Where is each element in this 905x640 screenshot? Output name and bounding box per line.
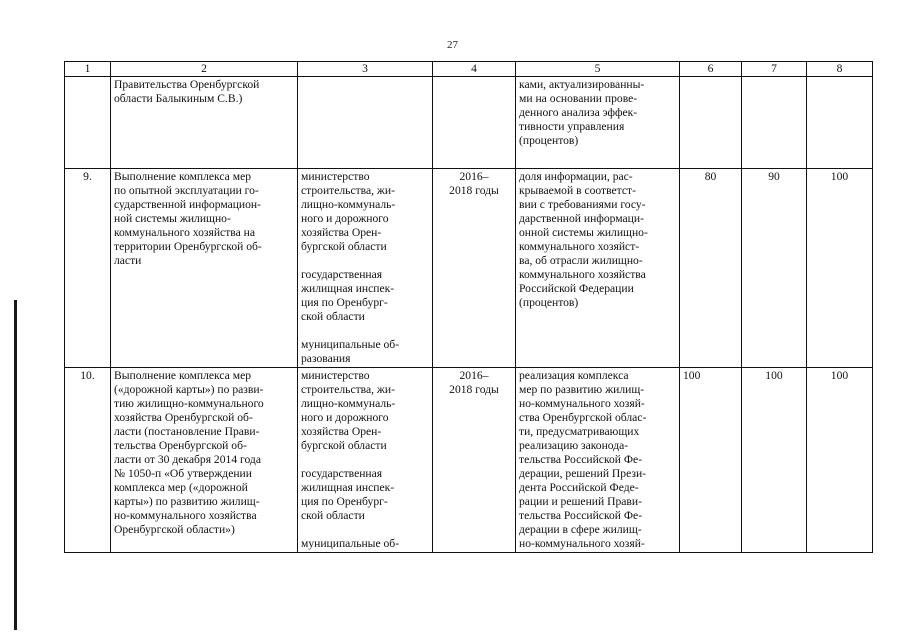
- text-line: крываемой в соответст-: [519, 184, 636, 197]
- text-line: реализация комплекса: [519, 369, 629, 382]
- text-line: ми на основании прове-: [519, 92, 638, 105]
- text-line: коммунального хозяйства на: [114, 226, 255, 239]
- text-line: сударственной информацион-: [114, 198, 261, 211]
- text-line: № 1050-п «Об утверждении: [114, 467, 252, 480]
- text-line: ской области: [301, 509, 365, 522]
- text-line: («дорожной карты») по разви-: [114, 383, 264, 396]
- header-cell: 4: [433, 62, 516, 77]
- text-line: тельства Оренбургской об-: [114, 439, 247, 452]
- text-line: государственная: [301, 268, 383, 281]
- cell-num: [65, 77, 111, 169]
- text-line: бургской области: [301, 439, 387, 452]
- text-line: ства Оренбургской облас-: [519, 411, 647, 424]
- cell-value-2016: [680, 77, 742, 169]
- page-binding-edge: [14, 300, 17, 630]
- cell-value-2016: 100: [680, 368, 742, 553]
- cell-value-2018: 100: [807, 169, 873, 368]
- text-line: карты») по развитию жилищ-: [114, 495, 260, 508]
- text-line: хозяйства Орен-: [301, 226, 382, 239]
- text-line: министерство: [301, 170, 370, 183]
- text-line: ного и дорожного: [301, 411, 389, 424]
- paragraph-gap: [301, 453, 429, 467]
- text-line: денного анализа эффек-: [519, 106, 638, 119]
- text-line: Оренбургской области»): [114, 523, 235, 536]
- text-line: 2016–: [459, 369, 489, 382]
- header-cell: 7: [742, 62, 807, 77]
- text-line: коммунального хозяйст-: [519, 240, 640, 253]
- text-line: ласти: [114, 254, 142, 267]
- table-row: [65, 368, 873, 553]
- text-line: Выполнение комплекса мер: [114, 369, 252, 382]
- measures-table: [64, 61, 873, 553]
- cell-indicator: [516, 169, 680, 368]
- text-line: рации и решений Прави-: [519, 495, 642, 508]
- cell-measure: [111, 77, 298, 169]
- text-line: муниципальные об-: [301, 338, 400, 351]
- cell-indicator: [516, 368, 680, 553]
- text-line: но-коммунального хозяй-: [519, 537, 645, 550]
- cell-measure: [111, 169, 298, 368]
- header-cell: 2: [111, 62, 298, 77]
- text-line: бургской области: [301, 240, 387, 253]
- text-line: 2018 годы: [449, 184, 499, 197]
- text-line: 2016–: [459, 170, 489, 183]
- cell-value-2018: 100: [807, 368, 873, 553]
- cell-value-2016: 80: [680, 169, 742, 368]
- text-line: 2018 годы: [449, 383, 499, 396]
- text-line: хозяйства Орен-: [301, 425, 382, 438]
- text-line: строительства, жи-: [301, 383, 395, 396]
- text-line: мер по развитию жилищ-: [519, 383, 645, 396]
- cell-value-2017: 90: [742, 169, 807, 368]
- text-line: ласти от 30 декабря 2014 года: [114, 453, 261, 466]
- cell-value-2018: [807, 77, 873, 169]
- text-line: ной системы жилищно-: [114, 212, 231, 225]
- text-line: дерации в сфере жилищ-: [519, 523, 642, 536]
- text-line: ласти (постановление Прави-: [114, 425, 260, 438]
- text-line: ного и дорожного: [301, 212, 389, 225]
- text-line: коммунального хозяйства: [519, 268, 646, 281]
- text-line: тельства Российской Фе-: [519, 509, 643, 522]
- text-line: ция по Оренбург-: [301, 296, 388, 309]
- text-line: Правительства Оренбургской: [114, 78, 260, 91]
- text-line: но-коммунального хозяйства: [114, 509, 257, 522]
- text-line: разования: [301, 352, 351, 365]
- cell-value-2017: [742, 77, 807, 169]
- text-line: Выполнение комплекса мер: [114, 170, 252, 183]
- cell-indicator: [516, 77, 680, 169]
- text-line: области Балыкиным С.В.): [114, 92, 243, 105]
- cell-measure: [111, 368, 298, 553]
- cell-period: [433, 368, 516, 553]
- text-line: ция по Оренбург-: [301, 495, 388, 508]
- text-line: но-коммунального хозяй-: [519, 397, 645, 410]
- text-line: реализацию законода-: [519, 439, 629, 452]
- text-line: тельства Российской Фе-: [519, 453, 643, 466]
- text-line: дерации, решений Прези-: [519, 467, 647, 480]
- text-line: министерство: [301, 369, 370, 382]
- text-line: лищно-коммуналь-: [301, 397, 396, 410]
- header-cell: 8: [807, 62, 873, 77]
- text-line: ти, предусматривающих: [519, 425, 640, 438]
- text-line: (процентов): [519, 296, 579, 309]
- text-line: жилищная инспек-: [301, 481, 395, 494]
- cell-period: [433, 77, 516, 169]
- text-line: лищно-коммуналь-: [301, 198, 396, 211]
- text-line: комплекса мер («дорожной: [114, 481, 248, 494]
- cell-executor: [298, 77, 433, 169]
- text-line: муниципальные об-: [301, 537, 400, 550]
- text-line: тивности управления: [519, 120, 625, 133]
- paragraph-gap: [301, 324, 429, 338]
- cell-num: 9.: [65, 169, 111, 368]
- table-row: [65, 169, 873, 368]
- text-line: тию жилищно-коммунального: [114, 397, 264, 410]
- text-line: Российской Федерации: [519, 282, 634, 295]
- header-cell: 5: [516, 62, 680, 77]
- paragraph-gap: [301, 523, 429, 537]
- text-line: вии с требованиями госу-: [519, 198, 646, 211]
- header-cell: 6: [680, 62, 742, 77]
- text-line: по опытной эксплуатации го-: [114, 184, 259, 197]
- cell-period: [433, 169, 516, 368]
- text-line: ской области: [301, 310, 365, 323]
- text-line: дента Российской Феде-: [519, 481, 639, 494]
- cell-executor: [298, 368, 433, 553]
- header-cell: 3: [298, 62, 433, 77]
- text-line: онной системы жилищно-: [519, 226, 648, 239]
- text-line: дарственной информаци-: [519, 212, 644, 225]
- text-line: ва, об отрасли жилищно-: [519, 254, 643, 267]
- text-line: (процентов): [519, 134, 579, 147]
- table-header-row: [65, 62, 873, 77]
- cell-value-2017: 100: [742, 368, 807, 553]
- text-line: хозяйства Оренбургской об-: [114, 411, 253, 424]
- cell-num: 10.: [65, 368, 111, 553]
- header-cell: 1: [65, 62, 111, 77]
- table-row: [65, 77, 873, 169]
- paragraph-gap: [301, 254, 429, 268]
- page-number: 27: [447, 39, 458, 51]
- text-line: доля информации, рас-: [519, 170, 633, 183]
- text-line: государственная: [301, 467, 383, 480]
- cell-executor: [298, 169, 433, 368]
- text-line: строительства, жи-: [301, 184, 395, 197]
- text-line: территории Оренбургской об-: [114, 240, 262, 253]
- text-line: жилищная инспек-: [301, 282, 395, 295]
- text-line: ками, актуализированны-: [519, 78, 645, 91]
